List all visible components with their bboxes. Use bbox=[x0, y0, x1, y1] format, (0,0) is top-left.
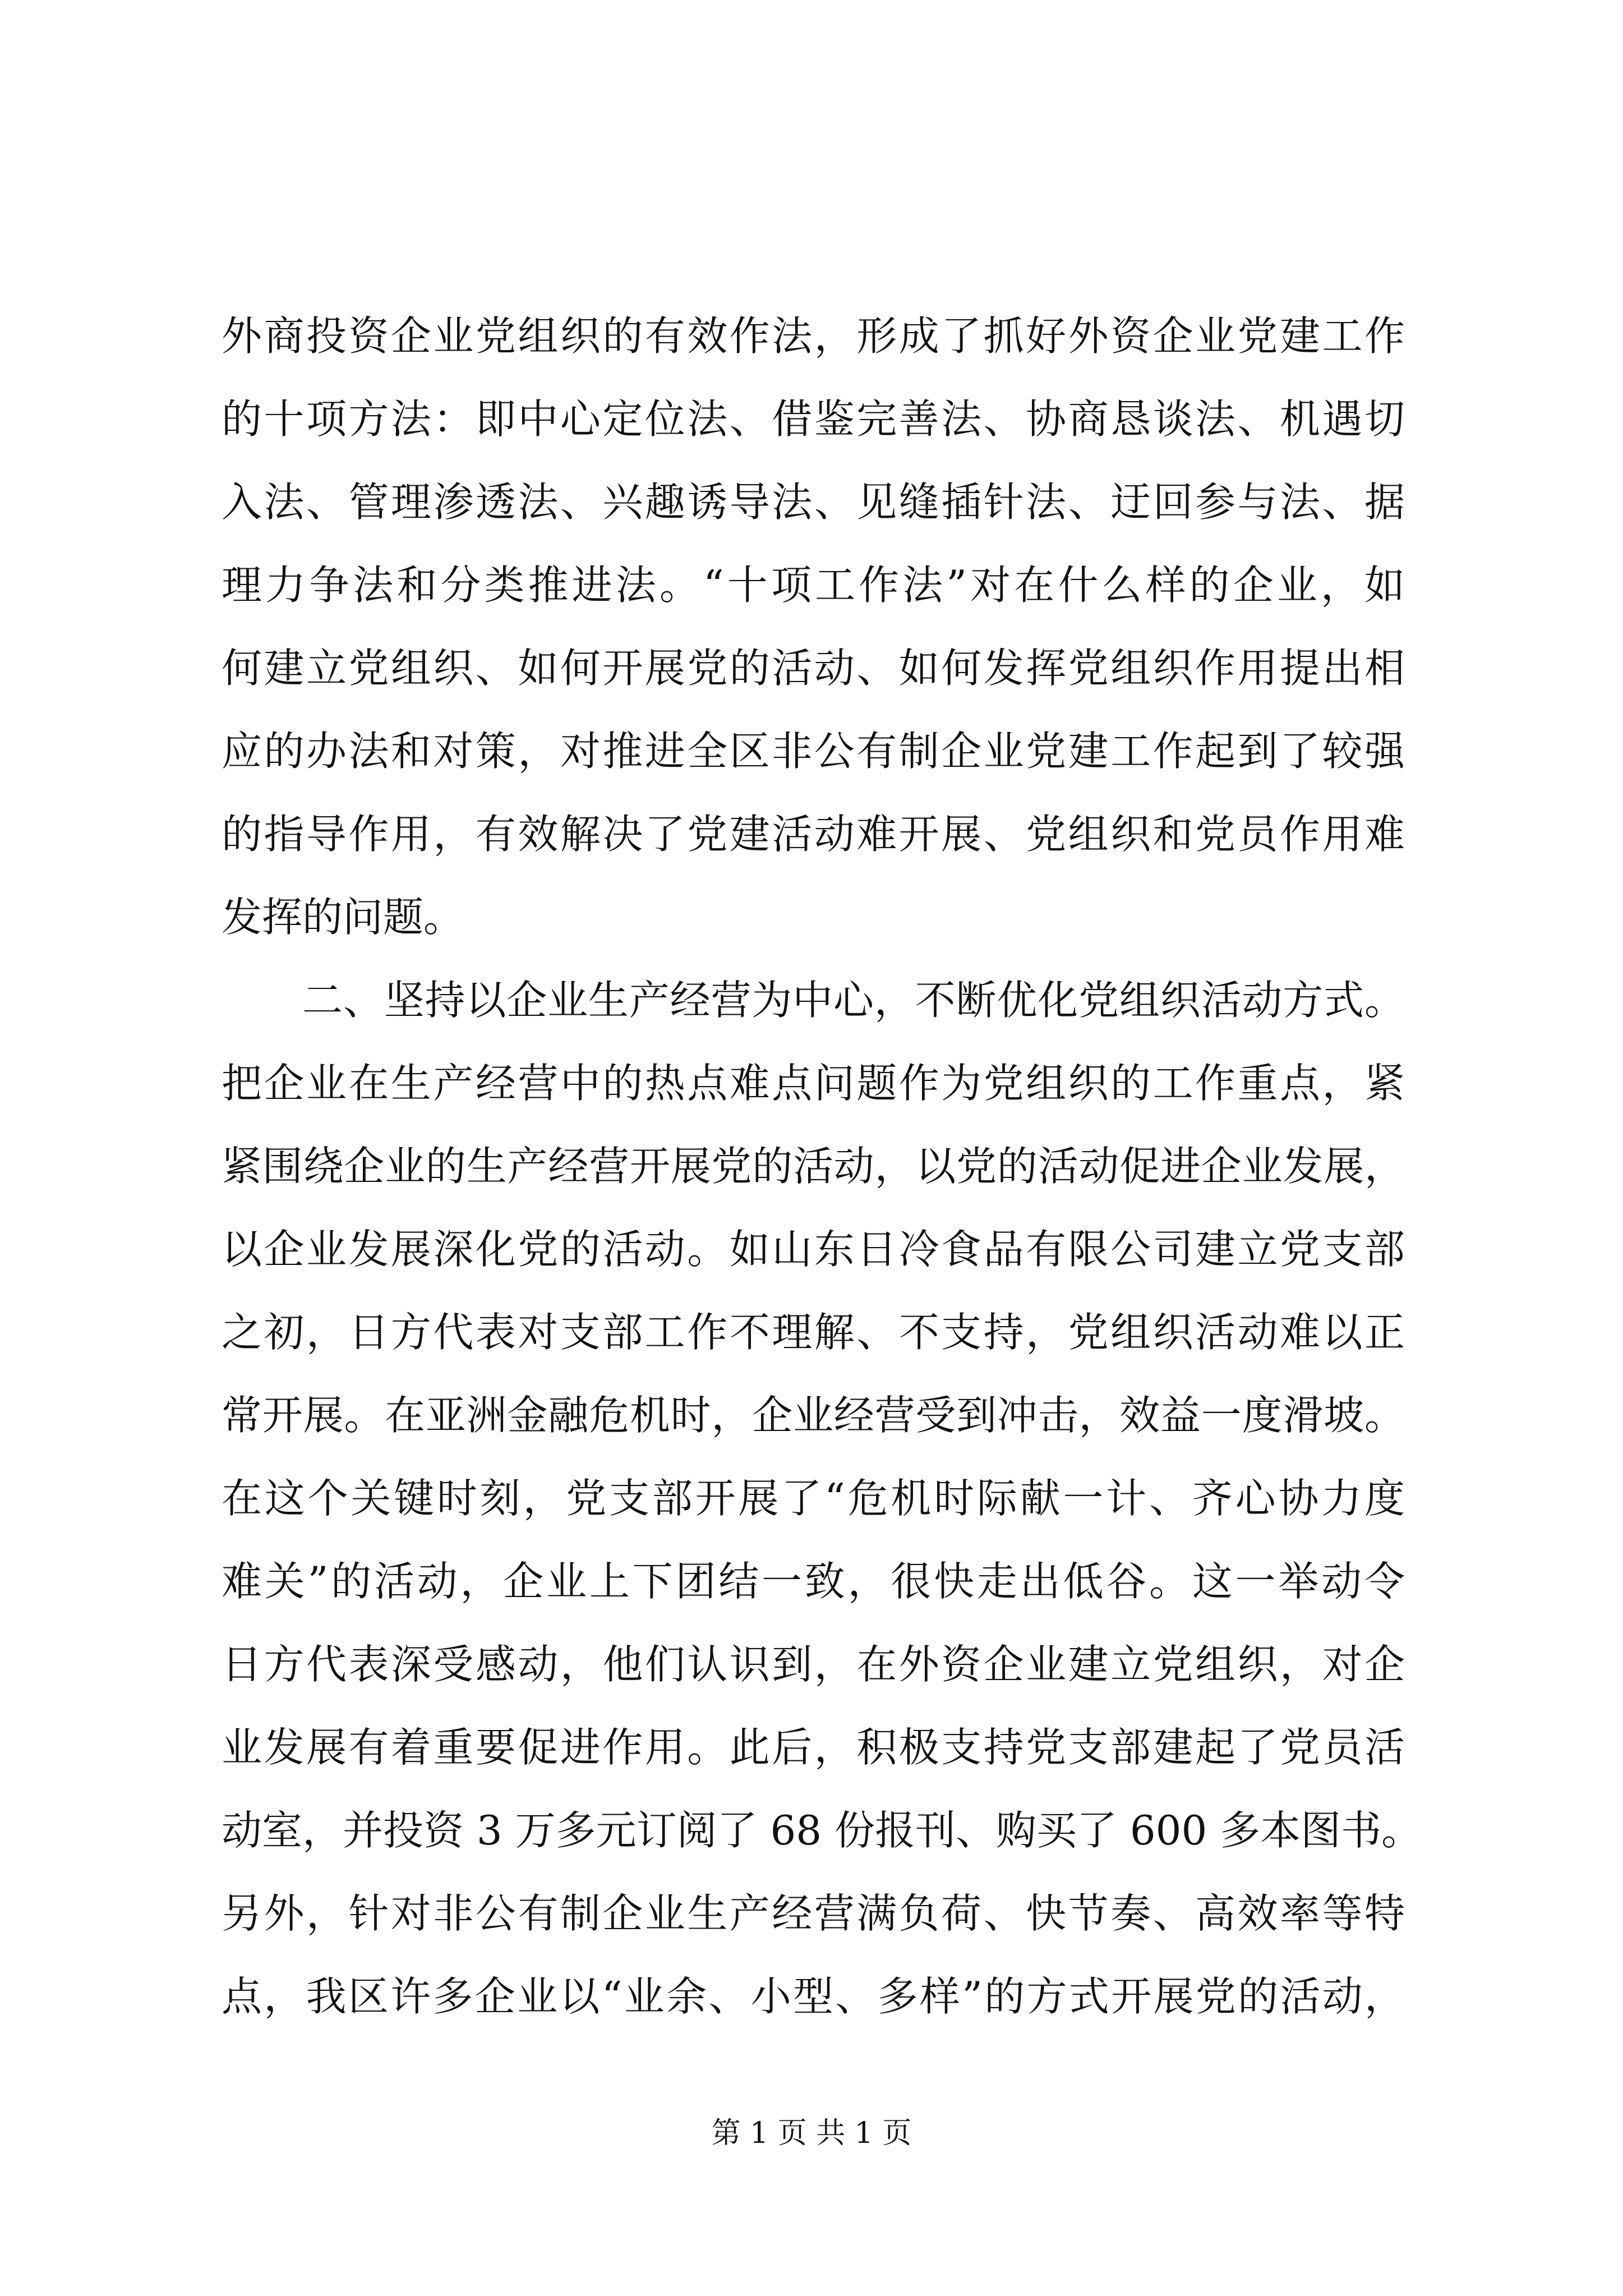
text-line: 应的办法和对策，对推进全区非公有制企业党建工作起到了较强 bbox=[222, 728, 1405, 775]
text-line: 之初，日方代表对支部工作不理解、不支持，党组织活动难以正 bbox=[222, 1309, 1405, 1356]
text-line: 理力争法和分类推进法。“十项工作法”对在什么样的企业，如 bbox=[222, 562, 1405, 609]
page-footer: 第 1 页 共 1 页 bbox=[711, 2116, 912, 2150]
text-line: 的十项方法：即中心定位法、借鉴完善法、协商恳谈法、机遇切 bbox=[222, 395, 1405, 443]
text-line: 难关”的活动，企业上下团结一致，很快走出低谷。这一举动令 bbox=[222, 1558, 1405, 1605]
text-line: 在这个关键时刻，党支部开展了“危机时际献一计、齐心协力度 bbox=[222, 1475, 1405, 1522]
text-line: 外商投资企业党组织的有效作法，形成了抓好外资企业党建工作 bbox=[222, 312, 1405, 360]
text-line: 点，我区许多企业以“业余、小型、多样”的方式开展党的活动， bbox=[222, 1973, 1405, 2020]
text-line: 发挥的问题。 bbox=[222, 894, 464, 941]
text-line: 把企业在生产经营中的热点难点问题作为党组织的工作重点，紧 bbox=[222, 1060, 1405, 1107]
body-text bbox=[222, 295, 1422, 2038]
text-line: 入法、管理渗透法、兴趣诱导法、见缝插针法、迂回参与法、据 bbox=[222, 478, 1405, 526]
text-line: 业发展有着重要促进作用。此后，积极支持党支部建起了党员活 bbox=[222, 1724, 1405, 1771]
section-heading-line: 二、坚持以企业生产经营为中心，不断优化党组织活动方式。 bbox=[302, 977, 1405, 1024]
text-line: 以企业发展深化党的活动。如山东日冷食品有限公司建立党支部 bbox=[222, 1226, 1405, 1273]
text-line: 的指导作用，有效解决了党建活动难开展、党组织和党员作用难 bbox=[222, 811, 1405, 858]
text-line: 常开展。在亚洲金融危机时，企业经营受到冲击，效益一度滑坡。 bbox=[222, 1392, 1405, 1439]
text-line: 何建立党组织、如何开展党的活动、如何发挥党组织作用提出相 bbox=[222, 645, 1405, 692]
text-line: 紧围绕企业的生产经营开展党的活动，以党的活动促进企业发展， bbox=[222, 1143, 1405, 1190]
text-line: 动室，并投资 3 万多元订阅了 68 份报刊、购买了 600 多本图书。 bbox=[222, 1807, 1422, 1854]
text-line: 日方代表深受感动，他们认识到，在外资企业建立党组织，对企 bbox=[222, 1641, 1405, 1688]
text-line: 另外，针对非公有制企业生产经营满负荷、快节奏、高效率等特 bbox=[222, 1890, 1405, 1937]
